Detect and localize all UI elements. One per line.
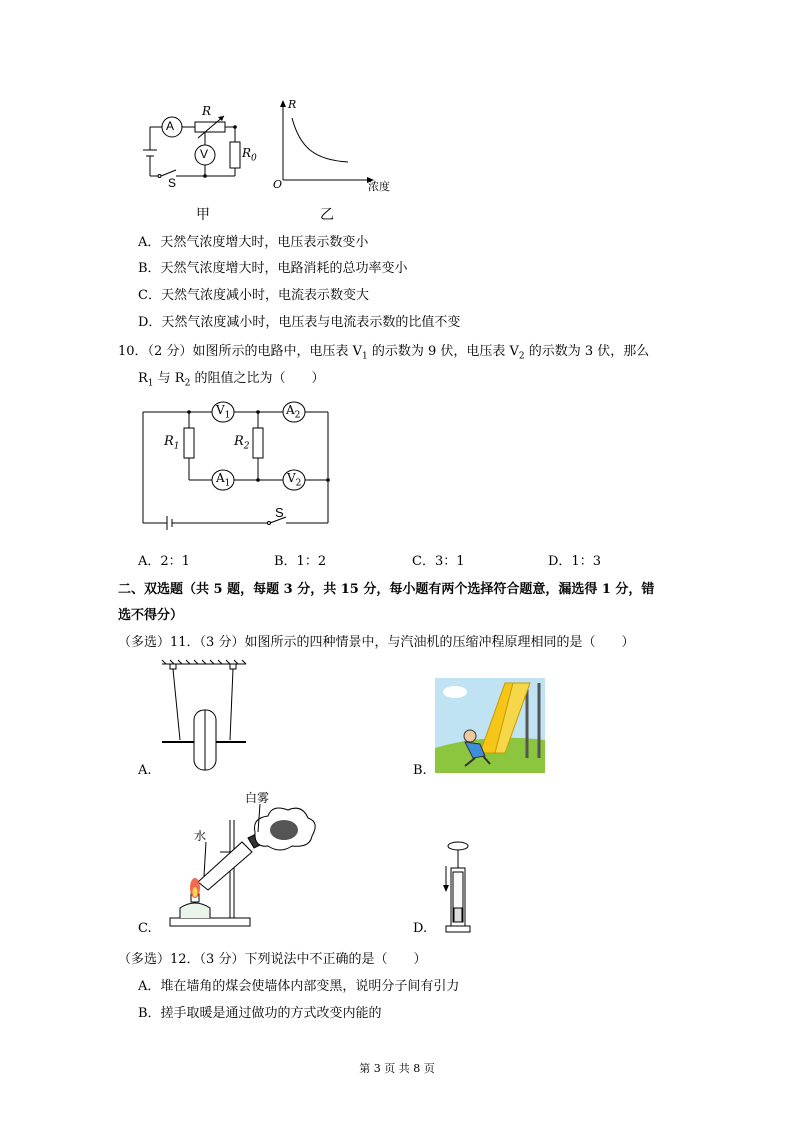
graph-y-label: R	[288, 98, 297, 111]
q11-label-a: A.	[138, 763, 152, 778]
q9-option-a: A．天然气浓度增大时，电压表示数变小	[138, 235, 369, 250]
q10-v1-label: $V_1$	[216, 403, 231, 421]
q11-figure-a-wheel	[160, 658, 250, 776]
q9-option-d: D．天然气浓度减小时，电压表与电流表示数的比值不变	[138, 315, 461, 330]
q12-stem: （多选）12．（3 分）下列说法中不正确的是（ ）	[118, 952, 427, 967]
figure-yi-caption: 乙	[320, 207, 334, 223]
r0-label: $R_0$	[242, 146, 257, 164]
q10-v2-label: $V_2$	[287, 471, 302, 489]
rheostat-label: R	[202, 104, 212, 118]
q10-a2-label: $A_2$	[286, 403, 301, 421]
q12-option-a: A．堆在墙角的煤会使墙体内部变黑，说明分子间有引力	[138, 979, 460, 994]
circuit-figure-jia	[140, 100, 250, 192]
q11-label-d: D.	[413, 921, 428, 936]
q10-option-a: A．2：1	[138, 554, 190, 569]
switch-label: S	[168, 176, 177, 190]
q11-stem: （多选）11．（3 分）如图所示的四种情景中，与汽油机的压缩冲程原理相同的是（ ）	[118, 635, 635, 650]
q10-stem-line1: 10．（2 分）如图所示的电路中，电压表 $V_1$ 的示数为 9 伏，电压表 $V_2$ 的示数为 3 伏，那么	[118, 344, 650, 362]
ammeter-label: A	[166, 119, 175, 133]
graph-origin-label: O	[273, 178, 283, 191]
section2-heading-line1: 二、双选题（共 5 题，每题 3 分，共 15 分，每小题有两个选择符合题意，漏选得 1 分，错	[118, 582, 655, 597]
q10-circuit-figure	[138, 395, 338, 530]
q11-figure-d-syringe	[438, 838, 478, 938]
page-footer: 第 3 页 共 8 页	[359, 1062, 435, 1075]
voltmeter-label: V	[200, 147, 209, 161]
q9-option-b: B．天然气浓度增大时，电路消耗的总功率变小	[138, 261, 408, 276]
q11-figure-c-test-tube	[160, 790, 330, 935]
q9-option-c: C．天然气浓度减小时，电流表示数变大	[138, 288, 369, 303]
q11-label-c: C.	[138, 921, 152, 936]
q10-option-c: C．3：1	[412, 554, 465, 569]
q10-option-b: B．1：2	[274, 554, 327, 569]
q11-fog-label: 白雾	[245, 791, 270, 805]
figure-jia-caption: 甲	[196, 207, 210, 223]
q10-r2-label: $R_2$	[234, 434, 250, 452]
q10-switch-label: S	[275, 505, 284, 520]
q10-option-d: D．1：3	[548, 554, 601, 569]
q11-figure-b-slide	[435, 678, 545, 773]
section2-heading-line2: 选不得分）	[118, 608, 184, 623]
q12-option-b: B．搓手取暖是通过做功的方式改变内能的	[138, 1006, 382, 1021]
q11-water-label: 水	[194, 829, 207, 843]
q10-r1-label: $R_1$	[164, 434, 180, 452]
graph-x-label: 浓度	[368, 180, 390, 193]
q11-label-b: B.	[413, 763, 427, 778]
q10-stem-line2: $R_1$ 与 $R_2$ 的阻值之比为（ ）	[138, 371, 325, 389]
q10-a1-label: $A_1$	[216, 471, 231, 489]
